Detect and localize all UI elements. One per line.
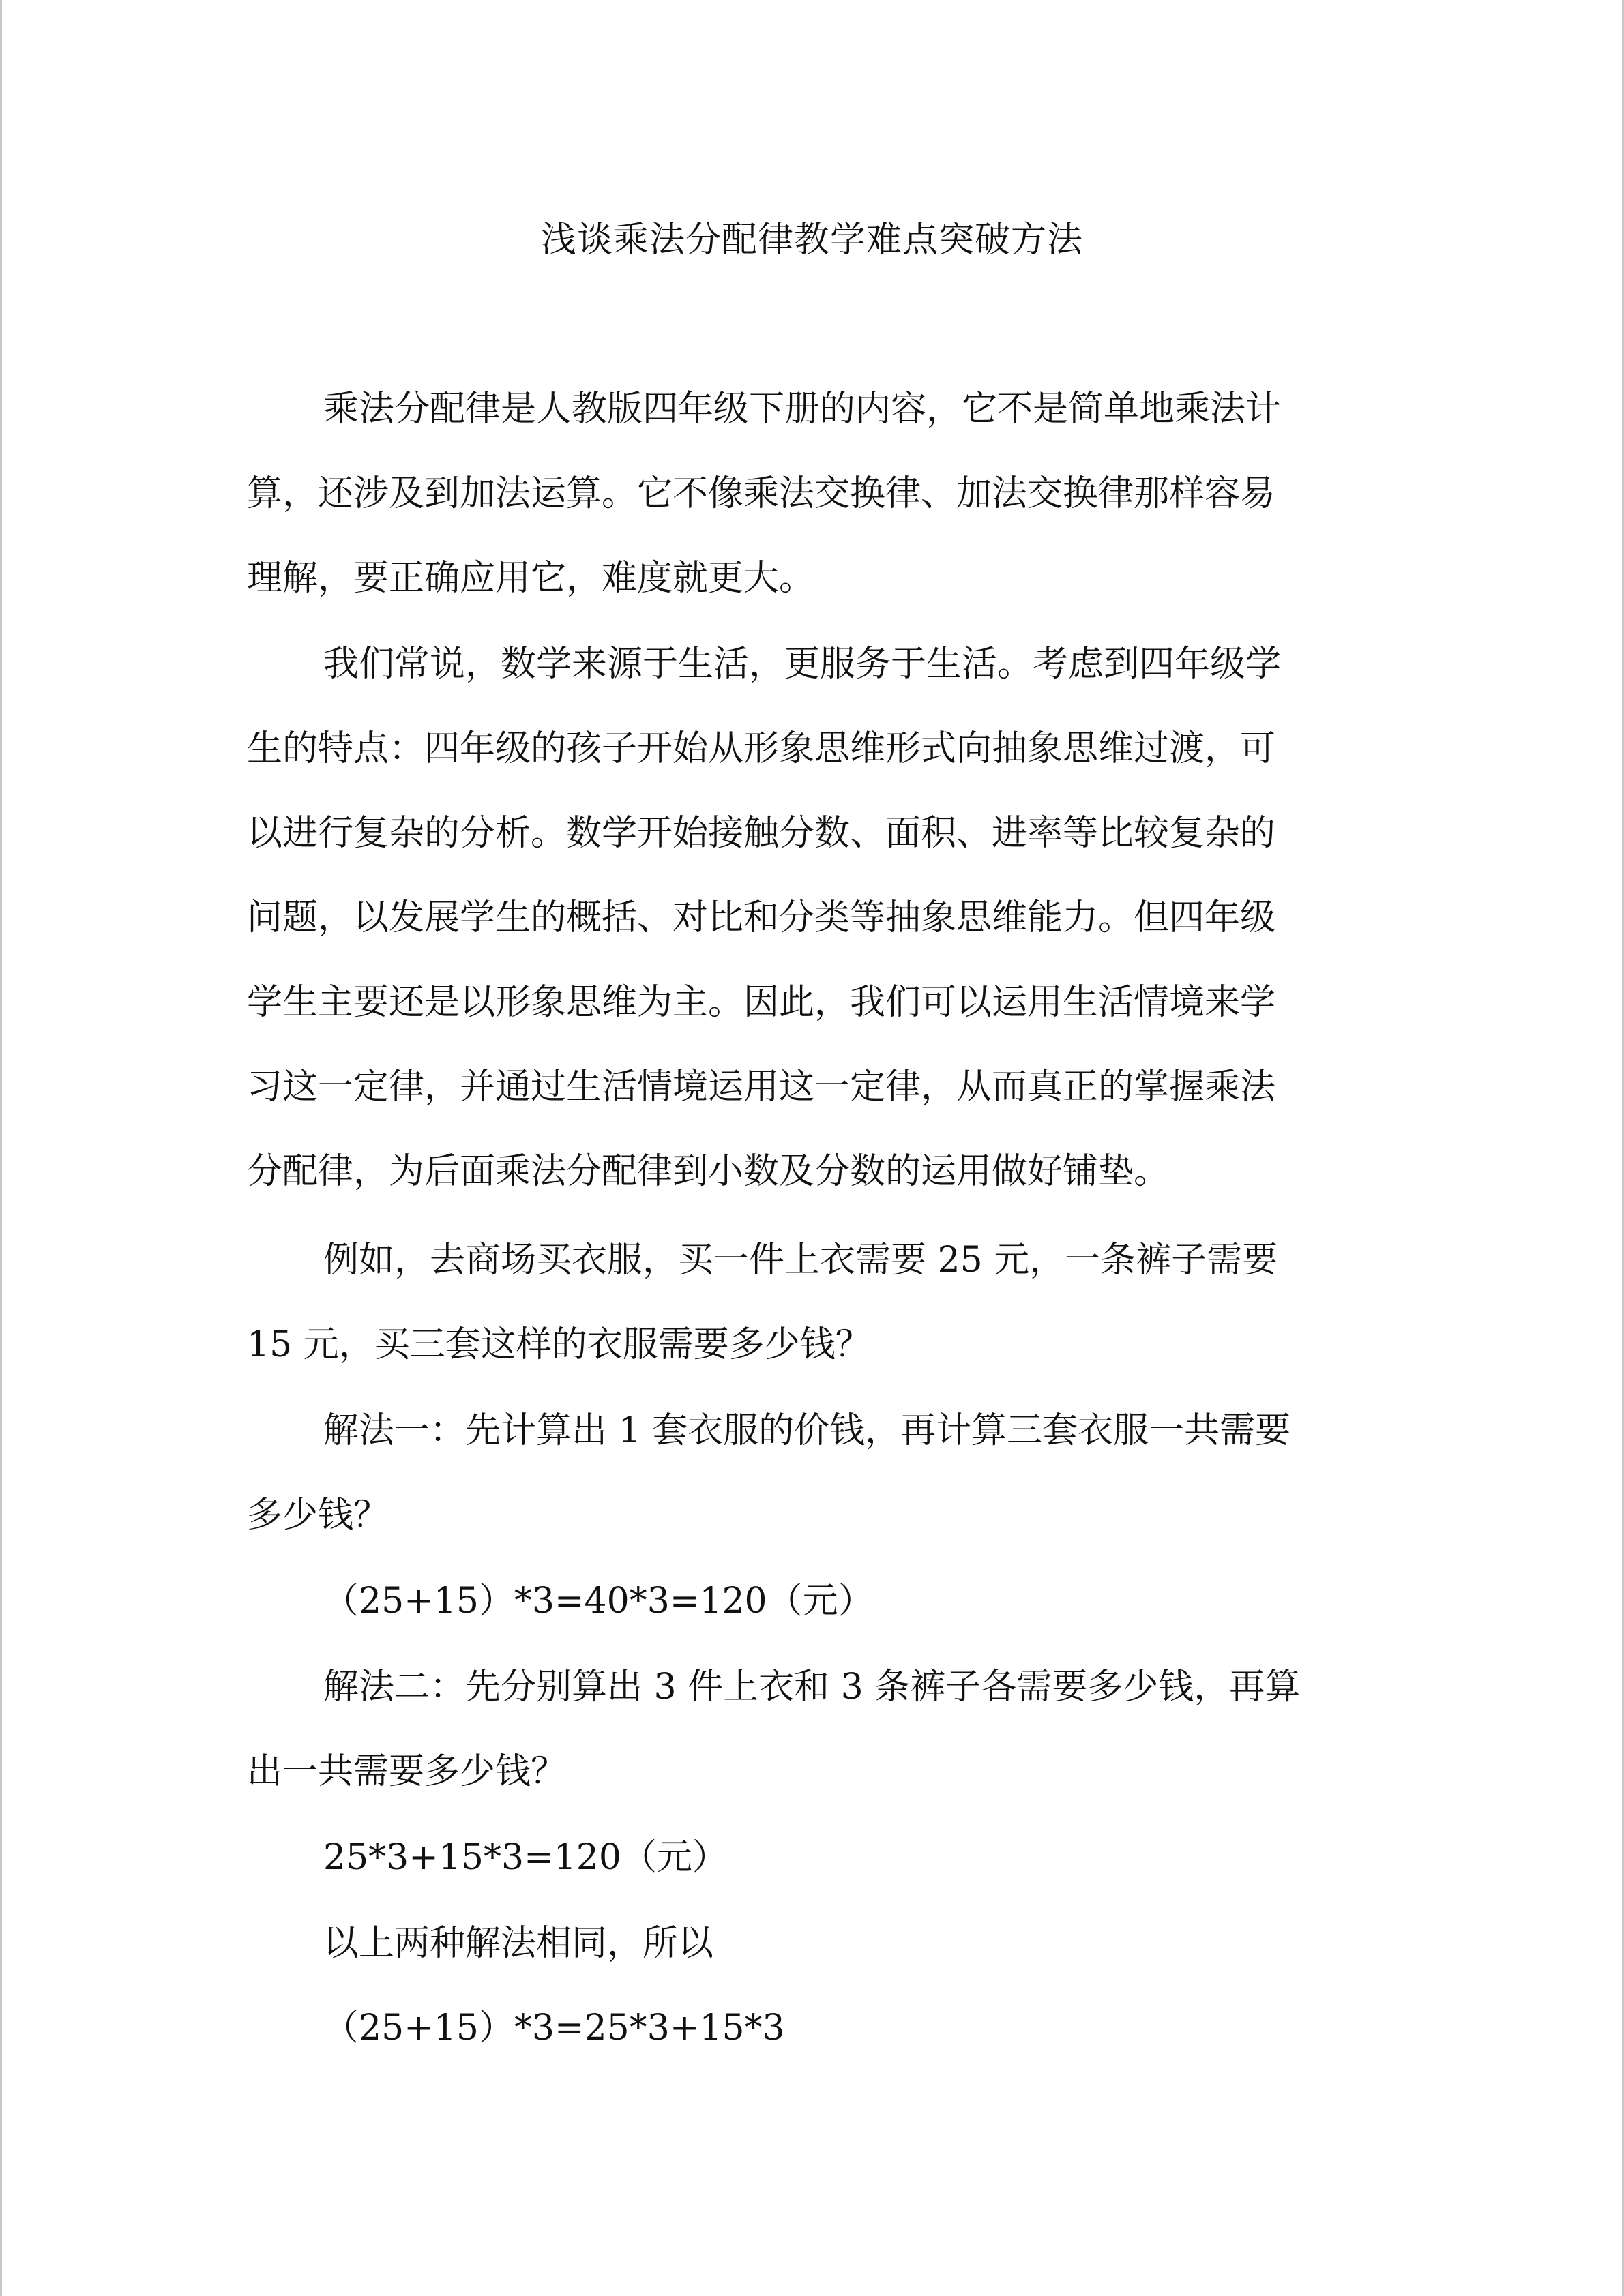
paragraph-line: 以上两种解法相同，所以: [323, 1923, 714, 1964]
paragraph-line: 分配律，为后面乘法分配律到小数及分数的运用做好铺垫。: [247, 1151, 1170, 1192]
paragraph-life-context: [247, 622, 1352, 1214]
paragraph-line: 以进行复杂的分析。数学开始接触分数、面积、进率等比较复杂的: [247, 813, 1276, 854]
paragraph-line: 算，还涉及到加法运算。它不像乘法交换律、加法交换律那样容易: [247, 473, 1276, 514]
paragraph-line: 多少钱？: [247, 1495, 389, 1536]
formula-distributive-law: （25+15）*3=25*3+15*3: [323, 2008, 785, 2048]
paragraph-line: 习这一定律，并通过生活情境运用这一定律，从而真正的掌握乘法: [247, 1067, 1276, 1107]
paragraph-line: 解法二：先分别算出 3 件上衣和 3 条裤子各需要多少钱，再算: [323, 1667, 1301, 1708]
paragraph-line: 我们常说，数学来源于生活，更服务于生活。考虑到四年级学: [323, 644, 1282, 685]
paragraph-line: 乘法分配律是人教版四年级下册的内容，它不是简单地乘法计: [323, 389, 1282, 430]
paragraph-line: 学生主要还是以形象思维为主。因此，我们可以运用生活情境来学: [247, 982, 1276, 1023]
page-left-border: [0, 0, 2, 2296]
paragraph-line: 问题，以发展学生的概括、对比和分类等抽象思维能力。但四年级: [247, 897, 1276, 938]
paragraph-intro: [247, 367, 1352, 621]
formula-solution-two: 25*3+15*3=120（元）: [323, 1837, 728, 1878]
formula-solution-one: （25+15）*3=40*3=120（元）: [323, 1581, 874, 1622]
paragraph-solution-one: [247, 1388, 1352, 1557]
paragraph-line: 出一共需要多少钱？: [247, 1751, 567, 1792]
paragraph-line: 15 元，买三套这样的衣服需要多少钱？: [247, 1324, 871, 1365]
paragraph-line: 生的特点：四年级的孩子开始从形象思维形式向抽象思维过渡，可: [247, 728, 1276, 769]
paragraph-line: 例如，去商场买衣服，买一件上衣需要 25 元，一条裤子需要: [323, 1240, 1278, 1281]
paragraph-line: 理解，要正确应用它，难度就更大。: [247, 558, 815, 599]
paragraph-line: 解法一：先计算出 1 套衣服的价钱，再计算三套衣服一共需要: [323, 1410, 1291, 1451]
paragraph-solution-two: [247, 1645, 1352, 1814]
paragraph-conclusion: [247, 1901, 1352, 1986]
paragraph-example: [247, 1218, 1352, 1387]
document-title: 浅谈乘法分配律教学难点突破方法: [540, 220, 1083, 260]
